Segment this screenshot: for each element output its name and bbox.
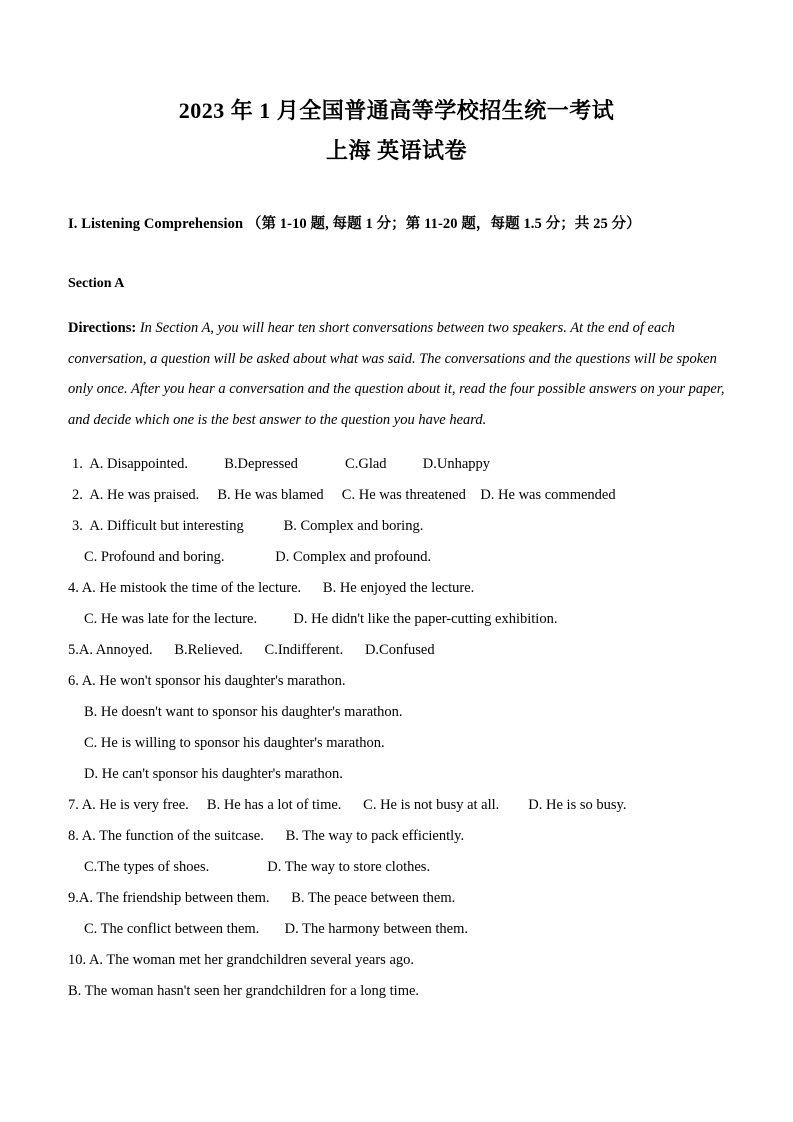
section-heading: I. Listening Comprehension （第 1-10 题, 每题 1 分；第 11-20 题，每题 1.5 分；共 25 分） (68, 216, 641, 233)
question-option-line: C. Profound and boring. D. Complex and profound. (84, 549, 432, 566)
page-title: 2023 年 1 月全国普通高等学校招生统一考试 (178, 98, 615, 123)
question-option-line: C. The conflict between them. D. The harmony between them. (84, 921, 469, 938)
question-option-line: C. He was late for the lecture. D. He didn't like the paper-cutting exhibition. (84, 611, 558, 628)
question-option-line: D. He can't sponsor his daughter's marathon. (84, 766, 343, 783)
question-item: 5.A. Annoyed. B.Relieved. C.Indifferent. D.Confused (68, 642, 435, 659)
question-item: 9.A. The friendship between them. B. The peace between them. (68, 890, 456, 907)
section-label: Section A (68, 276, 125, 292)
question-option-line: B. The woman hasn't seen her grandchildren for a long time. (68, 983, 420, 1000)
page-subtitle: 上海 英语试卷 (325, 137, 467, 163)
question-item: 3. A. Difficult but interesting B. Complex and boring. (72, 518, 424, 535)
question-item: 7. A. He is very free. B. He has a lot of time. C. He is not busy at all. D. He is so busy. (68, 797, 627, 814)
question-item: 6. A. He won't sponsor his daughter's marathon. (68, 673, 346, 690)
directions-body: In Section A, you will hear ten short conversations between two speakers. At the end of each conversation, a question will be asked about what was said. The conversations and the questions will be spoken only once. After you hear a conversation and the question about it, read the four possible answers on your paper, and decide which one is the best answer to the question you have heard. (68, 320, 725, 428)
directions-label: Directions: (68, 320, 137, 337)
question-item: 10. A. The woman met her grandchildren several years ago. (68, 952, 415, 969)
question-option-line: B. He doesn't want to sponsor his daughter's marathon. (84, 704, 403, 721)
question-item: 4. A. He mistook the time of the lecture. B. He enjoyed the lecture. (68, 580, 475, 597)
question-option-line: C. He is willing to sponsor his daughter's marathon. (84, 735, 385, 752)
question-item: 2. A. He was praised. B. He was blamed C. He was threatened D. He was commended (72, 487, 616, 504)
directions-paragraph (0, 292, 793, 435)
question-item: 1. A. Disappointed. B.Depressed C.Glad D.Unhappy (72, 456, 491, 473)
question-option-line: C.The types of shoes. D. The way to store clothes. (84, 859, 431, 876)
question-item: 8. A. The function of the suitcase. B. The way to pack efficiently. (68, 828, 465, 845)
question-list (0, 435, 793, 1007)
